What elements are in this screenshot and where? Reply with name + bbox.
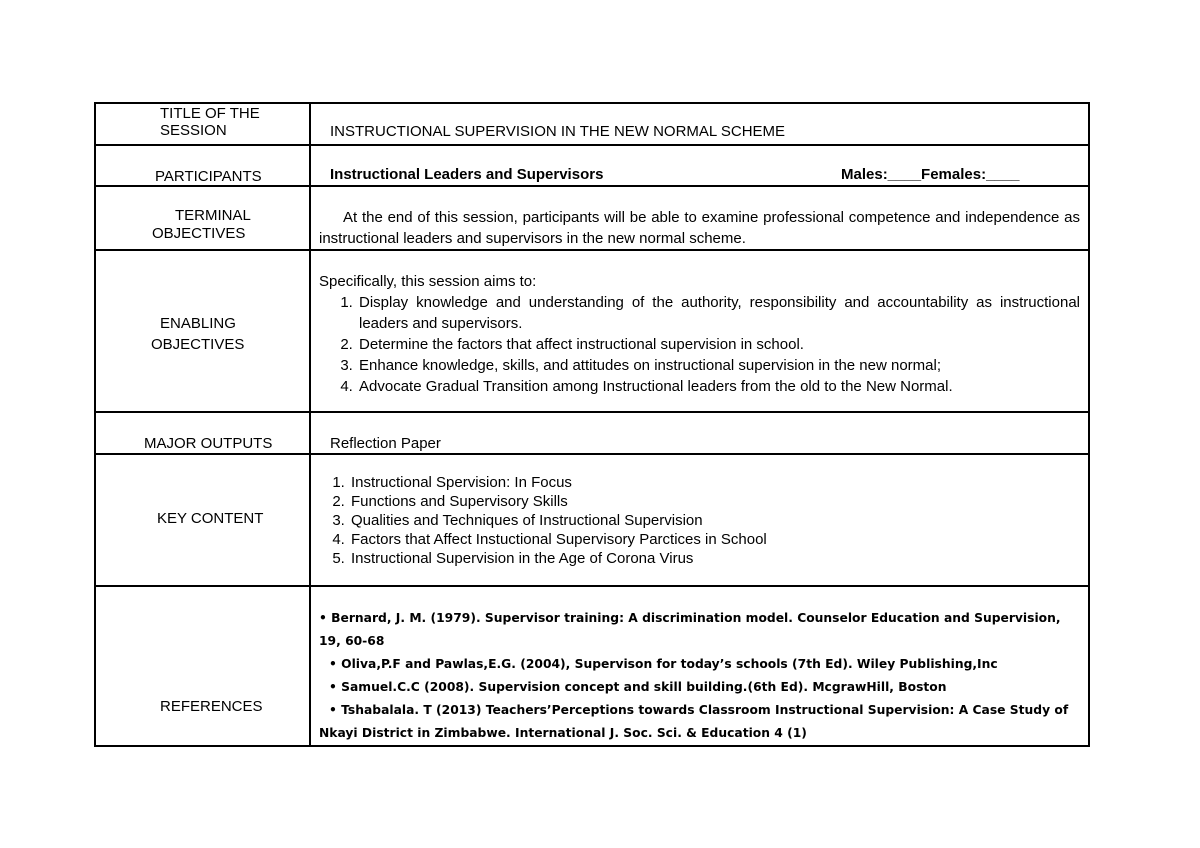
enabling-label-line2: OBJECTIVES xyxy=(151,336,245,353)
table-row xyxy=(95,145,1089,186)
enabling-objectives-list xyxy=(319,292,1080,397)
major-outputs-value: Reflection Paper xyxy=(330,435,441,452)
list-item: 3. Enhance knowledge, skills, and attitudes on instructional supervision in the new normal; xyxy=(357,355,1080,376)
row-value-cell xyxy=(310,586,1089,746)
list-item: 1. Display knowledge and understanding of the authority, responsibility and accountability as instructional leaders and supervisors. xyxy=(357,292,1080,334)
enabling-intro: Specifically, this session aims to: xyxy=(319,273,537,290)
table-row xyxy=(95,250,1089,412)
key-content-list xyxy=(311,455,1088,568)
row-label-cell xyxy=(95,250,310,412)
key-content-label: KEY CONTENT xyxy=(157,509,264,527)
table-row xyxy=(95,454,1089,586)
list-item: 2. Functions and Supervisory Skills xyxy=(349,492,1088,511)
list-item: 4. Factors that Affect Instuctional Supervisory Parctices in School xyxy=(349,530,1088,549)
references-label: REFERENCES xyxy=(160,698,263,715)
row-label-cell xyxy=(95,586,310,746)
reference-item: • Tshabalala. T (2013) Teachers’Perceptions towards Classroom Instructional Supervision: A Case Study of Nkayi District in Zimbabwe. International J. Soc. Sci. & Education 4 (1) xyxy=(319,703,1069,740)
title-label-line2: SESSION xyxy=(160,122,227,139)
title-label-line1: TITLE OF THE xyxy=(160,105,260,122)
row-value-cell xyxy=(310,454,1089,586)
terminal-objective-text: At the end of this session, participants will be able to examine professional competence and independence as instructional leaders and supervisors in the new normal scheme. xyxy=(319,209,1080,247)
table-row xyxy=(95,412,1089,454)
enabling-label-line1: ENABLING xyxy=(160,315,236,332)
list-item: 5. Instructional Supervision in the Age of Corona Virus xyxy=(349,549,1088,568)
row-value-cell xyxy=(310,250,1089,412)
session-title: INSTRUCTIONAL SUPERVISION IN THE NEW NORMAL SCHEME xyxy=(330,123,786,140)
references-list xyxy=(311,587,1088,745)
session-guide-table xyxy=(94,102,1090,747)
row-label-cell xyxy=(95,103,310,145)
participants-label: PARTICIPANTS xyxy=(155,168,262,185)
row-label-cell xyxy=(95,145,310,186)
terminal-label-line1: TERMINAL xyxy=(175,207,251,224)
row-value-cell xyxy=(310,103,1089,145)
table-row xyxy=(95,103,1089,145)
list-item: 4. Advocate Gradual Transition among Instructional leaders from the old to the New Normal. xyxy=(357,376,1080,397)
row-value-cell xyxy=(310,186,1089,250)
major-outputs-label: MAJOR OUTPUTS xyxy=(144,435,273,452)
participants-value: Instructional Leaders and Supervisors xyxy=(330,166,604,183)
reference-item: • Oliva,P.F and Pawlas,E.G. (2004), Supervison for today’s schools (7th Ed). Wiley Publishing,Inc xyxy=(329,657,998,671)
row-label-cell xyxy=(95,412,310,454)
reference-item: • Bernard, J. M. (1979). Supervisor training: A discrimination model. Counselor Education and Supervision, 19, 60-68 xyxy=(319,611,1061,648)
terminal-label-line2: OBJECTIVES xyxy=(152,225,246,242)
reference-item: • Samuel.C.C (2008). Supervision concept and skill building.(6th Ed). McgrawHill, Boston xyxy=(329,680,947,694)
table-row xyxy=(95,186,1089,250)
list-item: 2. Determine the factors that affect instructional supervision in school. xyxy=(357,334,1080,355)
list-item: 3. Qualities and Techniques of Instructional Supervision xyxy=(349,511,1088,530)
participant-counts: Males:____Females:____ xyxy=(841,166,1020,183)
row-value-cell xyxy=(310,412,1089,454)
row-value-cell xyxy=(310,145,1089,186)
table-row xyxy=(95,586,1089,746)
list-item: 1. Instructional Spervision: In Focus xyxy=(349,473,1088,492)
row-label-cell xyxy=(95,454,310,586)
row-label-cell xyxy=(95,186,310,250)
